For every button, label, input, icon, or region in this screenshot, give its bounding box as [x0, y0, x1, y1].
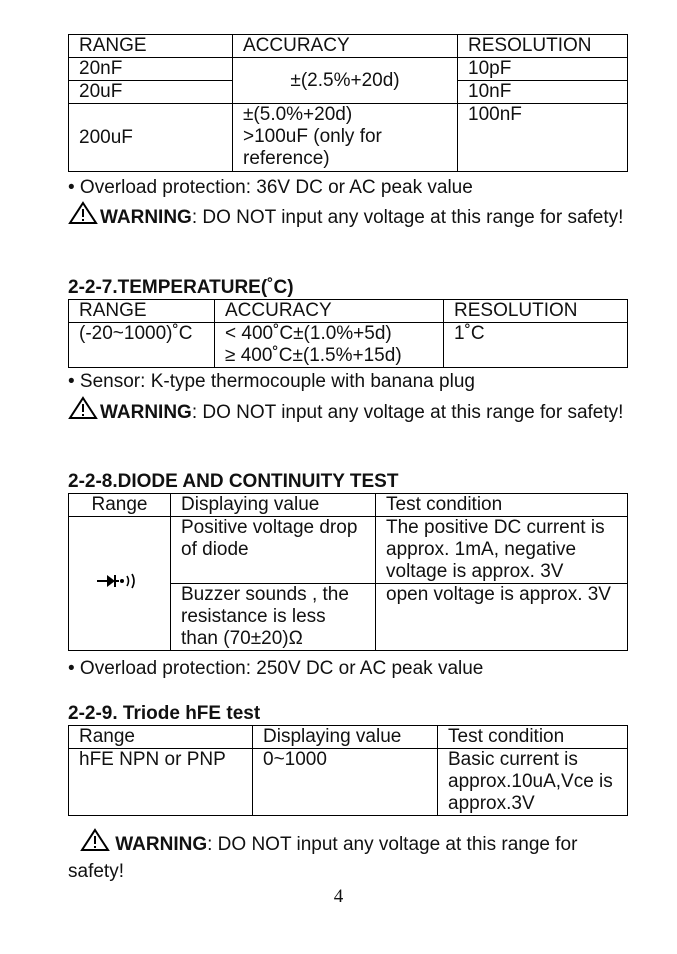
warning-text: : DO NOT input any voltage at this range for safety!	[191, 207, 624, 228]
header-display: Displaying value	[253, 726, 438, 749]
table-header-row	[69, 300, 628, 323]
warning-label: WARNING	[100, 207, 192, 228]
display-cell: Buzzer sounds , the resistance is less than (70±20)Ω	[171, 584, 376, 651]
resolution-cell: 10pF	[458, 58, 628, 81]
overload-note: • Overload protection: 250V DC or AC peak value	[68, 658, 484, 679]
header-condition: Test condition	[376, 494, 628, 517]
capacitance-section	[68, 34, 628, 172]
accuracy-line: >100uF (only for	[243, 126, 382, 147]
header-range: Range	[69, 726, 253, 749]
range-cell: 20nF	[69, 58, 233, 81]
range-cell	[69, 517, 171, 651]
warning-triangle-icon	[68, 828, 110, 859]
header-display: Displaying value	[171, 494, 376, 517]
overload-note: • Overload protection: 36V DC or AC peak value	[68, 177, 473, 198]
warning-block	[68, 201, 628, 232]
resolution-cell: 1˚C	[444, 323, 628, 368]
warning-label: WARNING	[115, 834, 208, 855]
temperature-table	[68, 299, 628, 368]
display-cell: 0~1000	[253, 749, 438, 816]
condition-cell: Basic current is approx.10uA,Vce is approx.3V	[438, 749, 628, 816]
accuracy-cell	[233, 104, 458, 172]
warning-text: : DO NOT input any voltage at this range for safety!	[191, 402, 624, 423]
capacitance-table	[68, 34, 628, 172]
section-heading: 2-2-7.TEMPERATURE(˚C)	[68, 277, 294, 298]
section-heading: 2-2-9. Triode hFE test	[68, 703, 261, 724]
diode-continuity-icon	[95, 575, 145, 596]
table-row	[69, 323, 628, 368]
table-header-row	[69, 726, 628, 749]
accuracy-line: ≥ 400˚C±(1.5%+15d)	[225, 345, 402, 366]
header-range: Range	[69, 494, 171, 517]
sensor-note: • Sensor: K-type thermocouple with banana plug	[68, 371, 475, 392]
section-heading: 2-2-8.DIODE AND CONTINUITY TEST	[68, 471, 399, 492]
range-cell: (-20~1000)˚C	[69, 323, 215, 368]
page-number: 4	[333, 886, 344, 907]
range-cell: 200uF	[69, 104, 233, 172]
header-accuracy: ACCURACY	[233, 35, 458, 58]
warning-label: WARNING	[100, 402, 192, 423]
accuracy-line: < 400˚C±(1.0%+5d)	[225, 323, 392, 344]
resolution-cell: 10nF	[458, 81, 628, 104]
table-header-row	[69, 35, 628, 58]
resolution-cell: 100nF	[458, 104, 628, 172]
header-resolution: RESOLUTION	[458, 35, 628, 58]
warning-triangle-icon	[68, 201, 100, 232]
accuracy-cell: ±(2.5%+20d)	[233, 58, 458, 104]
diode-section	[68, 493, 628, 651]
table-row	[69, 104, 628, 172]
triode-section	[68, 725, 628, 816]
condition-cell: open voltage is approx. 3V	[376, 584, 628, 651]
range-cell: hFE NPN or PNP	[69, 749, 253, 816]
header-condition: Test condition	[438, 726, 628, 749]
table-row	[69, 517, 628, 584]
warning-block	[68, 396, 628, 427]
range-cell: 20uF	[69, 81, 233, 104]
accuracy-line: ±(5.0%+20d)	[243, 104, 353, 125]
accuracy-line: reference)	[243, 148, 330, 169]
temperature-section	[68, 299, 628, 368]
table-row	[69, 749, 628, 816]
header-range: RANGE	[69, 35, 233, 58]
warning-triangle-icon	[68, 396, 100, 427]
triode-table	[68, 725, 628, 816]
accuracy-cell	[215, 323, 444, 368]
header-range: RANGE	[69, 300, 215, 323]
condition-cell: The positive DC current is approx. 1mA, negative voltage is approx. 3V	[376, 517, 628, 584]
header-accuracy: ACCURACY	[215, 300, 444, 323]
table-row	[69, 58, 628, 81]
display-cell: Positive voltage drop of diode	[171, 517, 376, 584]
warning-text: : DO NOT input any voltage at this range for safety!	[68, 834, 578, 882]
diode-table	[68, 493, 628, 651]
header-resolution: RESOLUTION	[444, 300, 628, 323]
table-header-row	[69, 494, 628, 517]
warning-block	[68, 828, 628, 884]
